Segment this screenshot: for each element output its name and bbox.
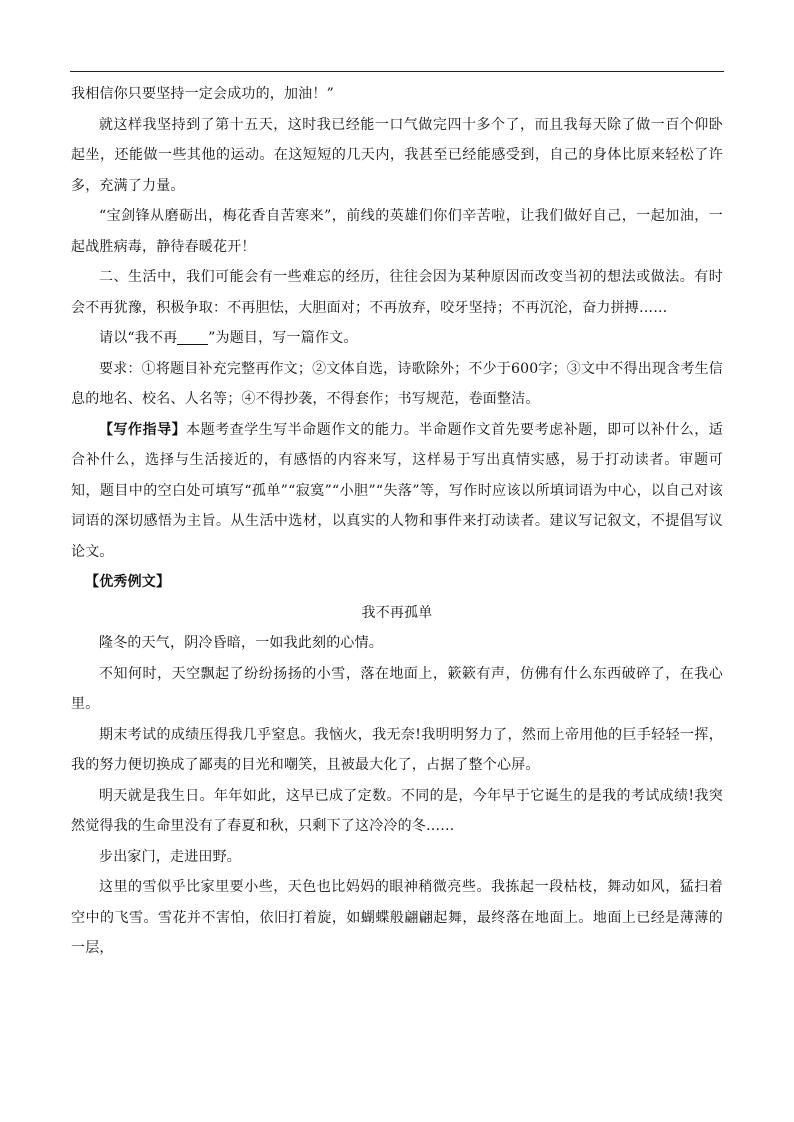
guidance-text: 本题考查学生写半命题作文的能力。半命题作文首先要考虑补题，即可以补什么，适合补什么，选择与生活接近的，有感悟的内容来写，这样易于写出真情实感，易于打动读者。审题可知，题目中的空白处可填写“孤单”“寂寞”“小胆”“失落”等，写作时应该以所填词语为中心，以自己对该词语的深切感悟为主旨。从生活中选材，以真实的人物和事件来打动读者。建议写记叙文，不提倡写议论文。	[71, 421, 724, 560]
header-rule	[70, 71, 724, 72]
essay-paragraph-5: 步出家门，走进田野。	[99, 848, 241, 865]
essay-paragraph-1: 隆冬的天气，阴冷昏暗，一如我此刻的心情。	[99, 635, 383, 651]
paragraph-7-guidance	[71, 415, 723, 568]
instruction-after-blank: ”为题目，写一篇作文。	[208, 330, 358, 346]
paragraph-1: 我相信你只要坚持一定会成功的，加油！”	[71, 86, 334, 102]
paragraph-4-prompt: 二、生活中，我们可能会有一些难忘的经历，往往会因为某种原因而改变当初的想法或做法。有时会不再犹豫，积极争取：不再胆怯，大胆面对；不再放弃，咬牙坚持；不再沉沦，奋力拼搏……	[71, 269, 723, 316]
section-title: 【优秀例文】	[85, 574, 171, 590]
paragraph-2: 就这样我坚持到了第十五天，这时我已经能一口气做完四十多个了，而且我每天除了做一百个仰卧起坐，还能做一些其他的运动。在这短短的几天内，我甚至已经能感受到，自己的身体比原来轻松了许多，充满了力量。	[71, 116, 723, 194]
essay-title: 我不再孤单	[361, 604, 433, 621]
instruction-before-blank: 请以“我不再	[99, 330, 178, 346]
guidance-label: 【写作指导】	[99, 421, 187, 438]
title-blank	[177, 330, 208, 345]
essay-paragraph-6: 这里的雪似乎比家里要小些，天色也比妈妈的眼神稍微亮些。我拣起一段枯枝，舞动如风，猛扫着空中的飞雪。雪花并不害怕，依旧打着旋，如蝴蝶般翩翩起舞，最终落在地面上。地面上已经是薄薄的一层，	[71, 879, 723, 956]
paragraph-6-requirements: 要求：①将题目补充完整再作文；②文体自选，诗歌除外；不少于600字；③文中不得出现含考生信息的地名、校名、人名等；④不得抄袭，不得套作；书写规范，卷面整洁。	[71, 360, 723, 407]
paragraph-5-title-instruction	[71, 323, 723, 354]
paragraph-3: “宝剑锋从磨砺出，梅花香自苦寒来”，前线的英雄们你们辛苦啦，让我们做好自己，一起加油，一起战胜病毒，静待春暖花开！	[71, 208, 723, 255]
essay-paragraph-4: 明天就是我生日。年年如此，这早已成了定数。不同的是，今年早于它诞生的是我的考试成绩!我突然觉得我的生命里没有了春夏和秋，只剩下了这冷冷的冬……	[71, 787, 723, 834]
essay-paragraph-2: 不知何时，天空飘起了纷纷扬扬的小雪，落在地面上，簌簌有声，仿佛有什么东西破碎了，在我心里。	[71, 665, 723, 712]
essay-paragraph-3: 期末考试的成绩压得我几乎窒息。我恼火，我无奈!我明明努力了，然而上帝用他的巨手轻轻一挥，我的努力便切换成了鄙夷的目光和嘲笑，且被最大化了，占据了整个心屏。	[71, 726, 723, 773]
document-body	[71, 79, 723, 964]
